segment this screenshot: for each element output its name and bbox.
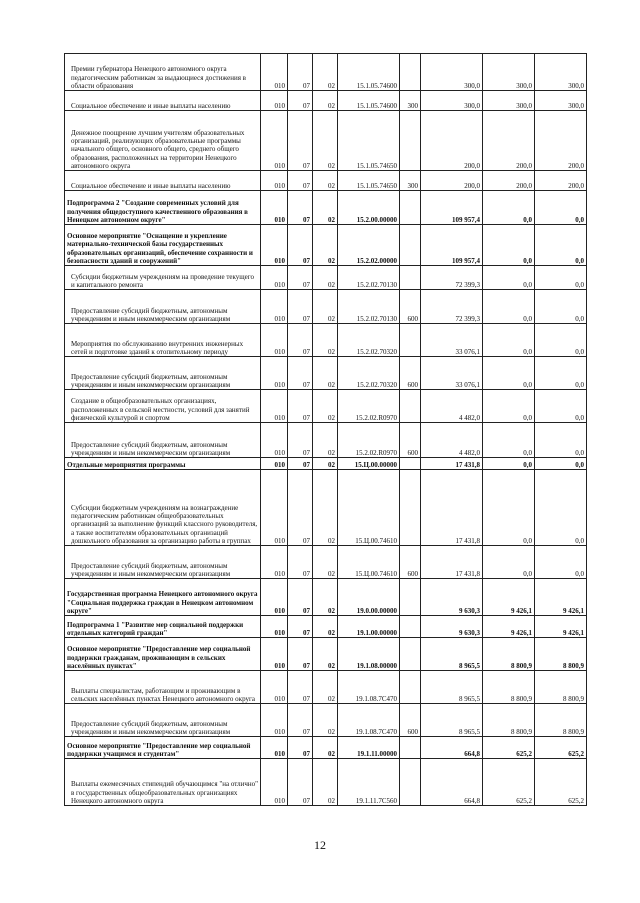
- row-name-cell: Отдельные мероприятия программы: [65, 458, 261, 470]
- row-name-cell: Предоставление субсидий бюджетным, автономным учреждениям и иным некоммерческим организациям: [65, 423, 261, 458]
- row-name-cell: Подпрограмма 1 "Развитие мер социальной поддержки отдельных категорий граждан": [65, 616, 261, 638]
- row-name-cell: Денежное поощрение лучшим учителям образовательных организаций, реализующих образовательные программы начального общего, основного общего, среднего общего образования, расположенных на территории Ненецкого автономного округа: [65, 111, 261, 171]
- table-row: [65, 91, 587, 111]
- section-code-cell: 07: [288, 390, 313, 423]
- amount-year3-cell: 0,0: [535, 290, 587, 324]
- amount-year3-cell: 8 800,9: [535, 671, 587, 704]
- amount-year2-cell: 200,0: [483, 111, 535, 171]
- target-article-cell: 19.1.11.7С560: [338, 759, 400, 806]
- table-row: [65, 546, 587, 579]
- row-name-cell: Создание в общеобразовательных организациях, расположенных в сельской местности, условий для занятий физической культурой и спортом: [65, 390, 261, 423]
- amount-year2-cell: 8 800,9: [483, 704, 535, 737]
- admin-code-cell: 010: [261, 324, 288, 357]
- section-code-cell: 07: [288, 290, 313, 324]
- expense-type-cell: [400, 191, 421, 225]
- admin-code-cell: 010: [261, 171, 288, 191]
- amount-year2-cell: 0,0: [483, 546, 535, 579]
- amount-year3-cell: 0,0: [535, 225, 587, 266]
- section-code-cell: 07: [288, 638, 313, 671]
- subsection-code-cell: 02: [313, 324, 338, 357]
- target-article-cell: 19.0.00.00000: [338, 579, 400, 616]
- amount-year1-cell: 200,0: [421, 171, 483, 191]
- row-name-cell: Социальное обеспечение и иные выплаты населению: [65, 171, 261, 191]
- subsection-code-cell: 02: [313, 225, 338, 266]
- expense-type-cell: [400, 671, 421, 704]
- row-name-cell: Основное мероприятие "Предоставление мер социальной поддержки гражданам, проживающим в сельских населённых пунктах": [65, 638, 261, 671]
- amount-year2-cell: 0,0: [483, 470, 535, 546]
- table-row: [65, 704, 587, 737]
- expense-type-cell: [400, 324, 421, 357]
- subsection-code-cell: 02: [313, 191, 338, 225]
- amount-year1-cell: 17 431,8: [421, 458, 483, 470]
- row-name-cell: Выплаты ежемесячных стипендий обучающимся "на отлично" в государственных общеобразовательных организациях Ненецкого автономного округа: [65, 759, 261, 806]
- amount-year2-cell: 625,2: [483, 759, 535, 806]
- subsection-code-cell: 02: [313, 704, 338, 737]
- admin-code-cell: 010: [261, 290, 288, 324]
- amount-year1-cell: 8 965,5: [421, 704, 483, 737]
- table-row: [65, 111, 587, 171]
- amount-year3-cell: 0,0: [535, 458, 587, 470]
- section-code-cell: 07: [288, 737, 313, 759]
- amount-year1-cell: 4 482,0: [421, 423, 483, 458]
- row-name-cell: Выплаты специалистам, работающим и проживающим в сельских населённых пунктах Ненецкого автономного округа: [65, 671, 261, 704]
- admin-code-cell: 010: [261, 390, 288, 423]
- amount-year3-cell: 625,2: [535, 759, 587, 806]
- table-row: [65, 225, 587, 266]
- row-name-cell: Предоставление субсидий бюджетным, автономным учреждениям и иным некоммерческим организациям: [65, 290, 261, 324]
- target-article-cell: 15.2.02.70130: [338, 266, 400, 290]
- target-article-cell: 19.1.08.00000: [338, 638, 400, 671]
- section-code-cell: 07: [288, 704, 313, 737]
- table-row: [65, 324, 587, 357]
- page-number: 12: [314, 838, 326, 852]
- row-name-cell: Мероприятия по обслуживанию внутренних инженерных сетей и подготовке зданий к отопительному периоду: [65, 324, 261, 357]
- amount-year2-cell: 9 426,1: [483, 579, 535, 616]
- section-code-cell: 07: [288, 191, 313, 225]
- expense-type-cell: [400, 737, 421, 759]
- amount-year1-cell: 72 399,3: [421, 266, 483, 290]
- amount-year2-cell: 9 426,1: [483, 616, 535, 638]
- expense-type-cell: [400, 266, 421, 290]
- subsection-code-cell: 02: [313, 54, 338, 91]
- subsection-code-cell: 02: [313, 470, 338, 546]
- table-row: [65, 616, 587, 638]
- amount-year3-cell: 200,0: [535, 111, 587, 171]
- admin-code-cell: 010: [261, 704, 288, 737]
- section-code-cell: 07: [288, 324, 313, 357]
- amount-year3-cell: 0,0: [535, 324, 587, 357]
- subsection-code-cell: 02: [313, 111, 338, 171]
- target-article-cell: 15.1.05.74650: [338, 171, 400, 191]
- admin-code-cell: 010: [261, 458, 288, 470]
- amount-year3-cell: 0,0: [535, 357, 587, 390]
- amount-year2-cell: 0,0: [483, 423, 535, 458]
- admin-code-cell: 010: [261, 671, 288, 704]
- admin-code-cell: 010: [261, 638, 288, 671]
- target-article-cell: 15.2.02.70320: [338, 357, 400, 390]
- subsection-code-cell: 02: [313, 616, 338, 638]
- section-code-cell: 07: [288, 616, 313, 638]
- admin-code-cell: 010: [261, 266, 288, 290]
- expense-type-cell: 600: [400, 423, 421, 458]
- table-row: [65, 759, 587, 806]
- expense-type-cell: [400, 470, 421, 546]
- table-row: [65, 423, 587, 458]
- amount-year3-cell: 8 800,9: [535, 704, 587, 737]
- amount-year2-cell: 0,0: [483, 324, 535, 357]
- amount-year2-cell: 0,0: [483, 458, 535, 470]
- admin-code-cell: 010: [261, 759, 288, 806]
- amount-year3-cell: 9 426,1: [535, 579, 587, 616]
- subsection-code-cell: 02: [313, 171, 338, 191]
- expense-type-cell: 600: [400, 357, 421, 390]
- target-article-cell: 15.2.02.70320: [338, 324, 400, 357]
- subsection-code-cell: 02: [313, 91, 338, 111]
- amount-year3-cell: 300,0: [535, 91, 587, 111]
- amount-year3-cell: 9 426,1: [535, 616, 587, 638]
- amount-year3-cell: 8 800,9: [535, 638, 587, 671]
- section-code-cell: 07: [288, 266, 313, 290]
- target-article-cell: 15.2.02.00000: [338, 225, 400, 266]
- amount-year3-cell: 625,2: [535, 737, 587, 759]
- row-name-cell: Субсидии бюджетным учреждениям на вознаграждение педагогическим работникам общеобразовательных организаций за выполнение функций классного руководителя, а также воспитателям образовательных организаций дошкольного образования за организацию работы в группах: [65, 470, 261, 546]
- section-code-cell: 07: [288, 759, 313, 806]
- admin-code-cell: 010: [261, 91, 288, 111]
- admin-code-cell: 010: [261, 54, 288, 91]
- amount-year1-cell: 33 076,1: [421, 357, 483, 390]
- section-code-cell: 07: [288, 470, 313, 546]
- amount-year2-cell: 0,0: [483, 390, 535, 423]
- admin-code-cell: 010: [261, 579, 288, 616]
- table-row: [65, 638, 587, 671]
- target-article-cell: 15.2.02.70130: [338, 290, 400, 324]
- amount-year3-cell: 0,0: [535, 423, 587, 458]
- section-code-cell: 07: [288, 357, 313, 390]
- section-code-cell: 07: [288, 225, 313, 266]
- amount-year3-cell: 0,0: [535, 470, 587, 546]
- table-row: [65, 357, 587, 390]
- table-row: [65, 671, 587, 704]
- admin-code-cell: 010: [261, 470, 288, 546]
- amount-year2-cell: 625,2: [483, 737, 535, 759]
- subsection-code-cell: 02: [313, 458, 338, 470]
- row-name-cell: Премии губернатора Ненецкого автономного округа педагогическим работникам за выдающиеся достижения в области образования: [65, 54, 261, 91]
- amount-year1-cell: 300,0: [421, 54, 483, 91]
- amount-year3-cell: 0,0: [535, 266, 587, 290]
- subsection-code-cell: 02: [313, 638, 338, 671]
- admin-code-cell: 010: [261, 616, 288, 638]
- amount-year2-cell: 0,0: [483, 266, 535, 290]
- target-article-cell: 19.1.00.00000: [338, 616, 400, 638]
- subsection-code-cell: 02: [313, 737, 338, 759]
- admin-code-cell: 010: [261, 737, 288, 759]
- table-row: [65, 470, 587, 546]
- subsection-code-cell: 02: [313, 759, 338, 806]
- row-name-cell: Основное мероприятие "Оснащение и укрепление материально-технической базы государственных образовательных организаций, обеспечение сохранности и безопасности зданий и сооружений": [65, 225, 261, 266]
- section-code-cell: 07: [288, 423, 313, 458]
- row-name-cell: Подпрограмма 2 "Создание современных условий для получения общедоступного качественного образования в Ненецком автономном округе": [65, 191, 261, 225]
- table-body: [65, 54, 587, 806]
- row-name-cell: Государственная программа Ненецкого автономного округа "Социальная поддержка граждан в Ненецком автономном округе": [65, 579, 261, 616]
- amount-year1-cell: 109 957,4: [421, 225, 483, 266]
- amount-year3-cell: 0,0: [535, 191, 587, 225]
- amount-year3-cell: 0,0: [535, 390, 587, 423]
- admin-code-cell: 010: [261, 225, 288, 266]
- section-code-cell: 07: [288, 91, 313, 111]
- expense-type-cell: [400, 111, 421, 171]
- expense-type-cell: [400, 579, 421, 616]
- expense-type-cell: [400, 616, 421, 638]
- section-code-cell: 07: [288, 579, 313, 616]
- target-article-cell: 15.2.02.R0970: [338, 390, 400, 423]
- subsection-code-cell: 02: [313, 671, 338, 704]
- table-row: [65, 390, 587, 423]
- subsection-code-cell: 02: [313, 266, 338, 290]
- amount-year2-cell: 0,0: [483, 225, 535, 266]
- expense-type-cell: [400, 638, 421, 671]
- target-article-cell: 15.Ц.00.74610: [338, 470, 400, 546]
- amount-year1-cell: 664,8: [421, 759, 483, 806]
- amount-year3-cell: 300,0: [535, 54, 587, 91]
- expense-type-cell: [400, 390, 421, 423]
- target-article-cell: 19.1.08.7С470: [338, 704, 400, 737]
- expense-type-cell: 600: [400, 704, 421, 737]
- admin-code-cell: 010: [261, 191, 288, 225]
- target-article-cell: 15.1.05.74650: [338, 111, 400, 171]
- subsection-code-cell: 02: [313, 390, 338, 423]
- section-code-cell: 07: [288, 111, 313, 171]
- amount-year3-cell: 200,0: [535, 171, 587, 191]
- target-article-cell: 19.1.11.00000: [338, 737, 400, 759]
- expense-type-cell: [400, 225, 421, 266]
- amount-year1-cell: 17 431,8: [421, 546, 483, 579]
- amount-year1-cell: 17 431,8: [421, 470, 483, 546]
- row-name-cell: Предоставление субсидий бюджетным, автономным учреждениям и иным некоммерческим организациям: [65, 704, 261, 737]
- amount-year1-cell: 8 965,5: [421, 671, 483, 704]
- table-row: [65, 290, 587, 324]
- expense-type-cell: 300: [400, 91, 421, 111]
- section-code-cell: 07: [288, 458, 313, 470]
- table-row: [65, 171, 587, 191]
- section-code-cell: 07: [288, 171, 313, 191]
- row-name-cell: Предоставление субсидий бюджетным, автономным учреждениям и иным некоммерческим организациям: [65, 546, 261, 579]
- amount-year1-cell: 9 630,3: [421, 579, 483, 616]
- amount-year1-cell: 8 965,5: [421, 638, 483, 671]
- row-name-cell: Социальное обеспечение и иные выплаты населению: [65, 91, 261, 111]
- admin-code-cell: 010: [261, 423, 288, 458]
- expense-type-cell: [400, 54, 421, 91]
- admin-code-cell: 010: [261, 546, 288, 579]
- target-article-cell: 15.2.02.R0970: [338, 423, 400, 458]
- target-article-cell: 15.1.05.74600: [338, 91, 400, 111]
- target-article-cell: 15.Ц.00.74610: [338, 546, 400, 579]
- amount-year1-cell: 9 630,3: [421, 616, 483, 638]
- amount-year2-cell: 300,0: [483, 91, 535, 111]
- row-name-cell: Основное мероприятие "Предоставление мер социальной поддержки учащимся и студентам": [65, 737, 261, 759]
- table-row: [65, 737, 587, 759]
- amount-year2-cell: 200,0: [483, 171, 535, 191]
- budget-table: [64, 53, 587, 806]
- target-article-cell: 15.2.00.00000: [338, 191, 400, 225]
- amount-year2-cell: 0,0: [483, 290, 535, 324]
- expense-type-cell: 600: [400, 290, 421, 324]
- amount-year2-cell: 0,0: [483, 191, 535, 225]
- admin-code-cell: 010: [261, 111, 288, 171]
- amount-year2-cell: 8 800,9: [483, 671, 535, 704]
- amount-year1-cell: 664,8: [421, 737, 483, 759]
- amount-year1-cell: 300,0: [421, 91, 483, 111]
- row-name-cell: Предоставление субсидий бюджетным, автономным учреждениям и иным некоммерческим организациям: [65, 357, 261, 390]
- section-code-cell: 07: [288, 546, 313, 579]
- amount-year1-cell: 4 482,0: [421, 390, 483, 423]
- amount-year1-cell: 109 957,4: [421, 191, 483, 225]
- admin-code-cell: 010: [261, 357, 288, 390]
- subsection-code-cell: 02: [313, 579, 338, 616]
- expense-type-cell: [400, 458, 421, 470]
- amount-year1-cell: 200,0: [421, 111, 483, 171]
- amount-year1-cell: 33 076,1: [421, 324, 483, 357]
- table-row: [65, 266, 587, 290]
- target-article-cell: 19.1.08.7С470: [338, 671, 400, 704]
- table-row: [65, 54, 587, 91]
- target-article-cell: 15.Ц.00.00000: [338, 458, 400, 470]
- amount-year2-cell: 0,0: [483, 357, 535, 390]
- subsection-code-cell: 02: [313, 423, 338, 458]
- expense-type-cell: 600: [400, 546, 421, 579]
- section-code-cell: 07: [288, 54, 313, 91]
- subsection-code-cell: 02: [313, 357, 338, 390]
- amount-year1-cell: 72 399,3: [421, 290, 483, 324]
- section-code-cell: 07: [288, 671, 313, 704]
- expense-type-cell: 300: [400, 171, 421, 191]
- table-row: [65, 579, 587, 616]
- subsection-code-cell: 02: [313, 290, 338, 324]
- expense-type-cell: [400, 759, 421, 806]
- subsection-code-cell: 02: [313, 546, 338, 579]
- amount-year3-cell: 0,0: [535, 546, 587, 579]
- amount-year2-cell: 300,0: [483, 54, 535, 91]
- row-name-cell: Субсидии бюджетным учреждениям на проведение текущего и капитального ремонта: [65, 266, 261, 290]
- target-article-cell: 15.1.05.74600: [338, 54, 400, 91]
- table-row: [65, 458, 587, 470]
- amount-year2-cell: 8 800,9: [483, 638, 535, 671]
- table-row: [65, 191, 587, 225]
